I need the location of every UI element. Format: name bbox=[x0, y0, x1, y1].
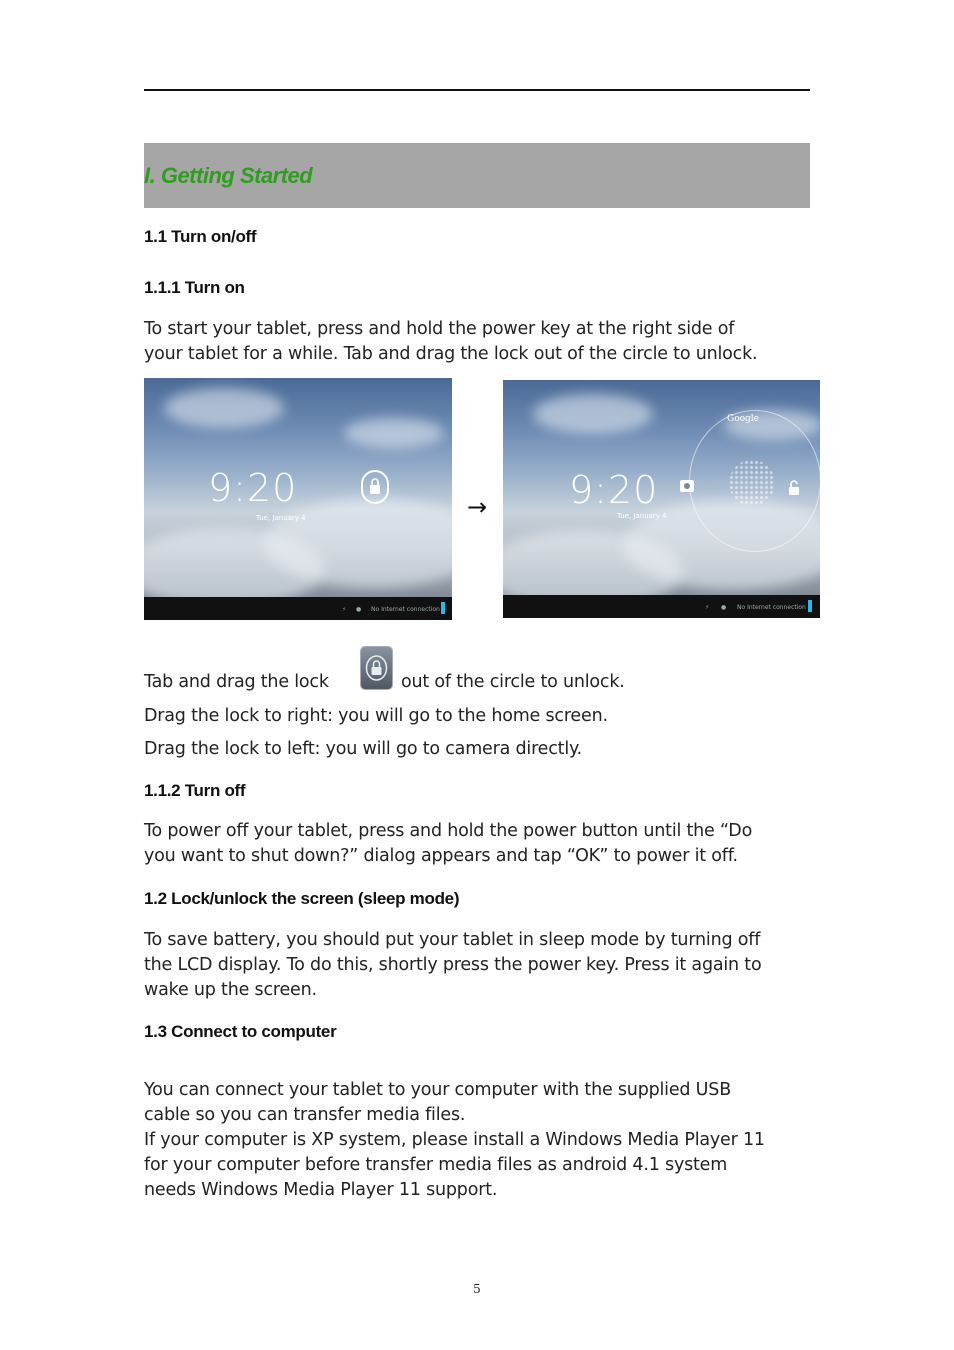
drag-right-text: Drag the lock to right: you will go to the home screen. bbox=[144, 706, 608, 726]
drag-left-text: Drag the lock to left: you will go to camera directly. bbox=[144, 739, 583, 759]
heading-connect-computer: 1.3 Connect to computer bbox=[144, 1022, 337, 1041]
chapter-title: I. Getting Started bbox=[144, 163, 313, 188]
connect-line-3: If your computer is XP system, please install a Windows Media Player 11 bbox=[144, 1130, 765, 1150]
usb-icon: ⚡ bbox=[342, 606, 347, 613]
battery-icon bbox=[808, 600, 812, 612]
lockscreen-screenshot-unlocking bbox=[503, 380, 820, 618]
android-icon: ● bbox=[356, 606, 362, 613]
google-target: Google bbox=[727, 414, 759, 424]
lock-icon[interactable] bbox=[361, 470, 389, 504]
android-icon: ● bbox=[721, 604, 727, 611]
unlock-dots bbox=[729, 460, 775, 506]
clock-date: Tue, January 4 bbox=[256, 514, 306, 522]
heading-turn-off: 1.1.2 Turn off bbox=[144, 781, 246, 800]
tab-drag-before: Tab and drag the lock bbox=[144, 672, 329, 692]
clock-date: Tue, January 4 bbox=[617, 512, 667, 520]
connect-line-5: needs Windows Media Player 11 support. bbox=[144, 1180, 498, 1200]
lock-icon bbox=[361, 647, 392, 689]
no-connection-text: No Internet connection bbox=[371, 606, 440, 613]
connect-line-2: cable so you can transfer media files. bbox=[144, 1105, 466, 1125]
tab-drag-after: out of the circle to unlock. bbox=[401, 672, 625, 692]
usb-icon: ⚡ bbox=[705, 604, 710, 611]
transition-arrow: → bbox=[467, 493, 488, 521]
turn-off-line-2: you want to shut down?” dialog appears and tap “OK” to power it off. bbox=[144, 846, 738, 866]
lockscreen-screenshot-locked bbox=[144, 378, 452, 620]
status-bar bbox=[144, 597, 452, 620]
connect-line-4: for your computer before transfer media files as android 4.1 system bbox=[144, 1155, 728, 1175]
battery-icon bbox=[441, 602, 445, 614]
turn-off-line-1: To power off your tablet, press and hold the power button until the “Do bbox=[144, 821, 753, 841]
heading-turn-on: 1.1.1 Turn on bbox=[144, 278, 245, 297]
connect-line-1: You can connect your tablet to your computer with the supplied USB bbox=[144, 1080, 731, 1100]
no-connection-text: No Internet connection bbox=[737, 604, 806, 611]
heading-turn-on-off: 1.1 Turn on/off bbox=[144, 227, 257, 246]
clock-time: 9:20 bbox=[208, 466, 298, 510]
turn-on-line-2: your tablet for a while. Tab and drag the lock out of the circle to unlock. bbox=[144, 344, 758, 364]
camera-icon[interactable] bbox=[680, 480, 694, 492]
sleep-line-1: To save battery, you should put your tablet in sleep mode by turning off bbox=[144, 930, 761, 950]
turn-on-line-1: To start your tablet, press and hold the power key at the right side of bbox=[144, 319, 735, 339]
sleep-line-2: the LCD display. To do this, shortly press the power key. Press it again to bbox=[144, 955, 762, 975]
header-rule bbox=[144, 89, 810, 91]
heading-lock-unlock: 1.2 Lock/unlock the screen (sleep mode) bbox=[144, 889, 460, 908]
page-number: 5 bbox=[473, 1282, 481, 1296]
status-bar bbox=[503, 595, 820, 618]
clock-time: 9:20 bbox=[569, 468, 659, 512]
unlock-icon[interactable] bbox=[788, 480, 800, 496]
sleep-line-3: wake up the screen. bbox=[144, 980, 317, 1000]
